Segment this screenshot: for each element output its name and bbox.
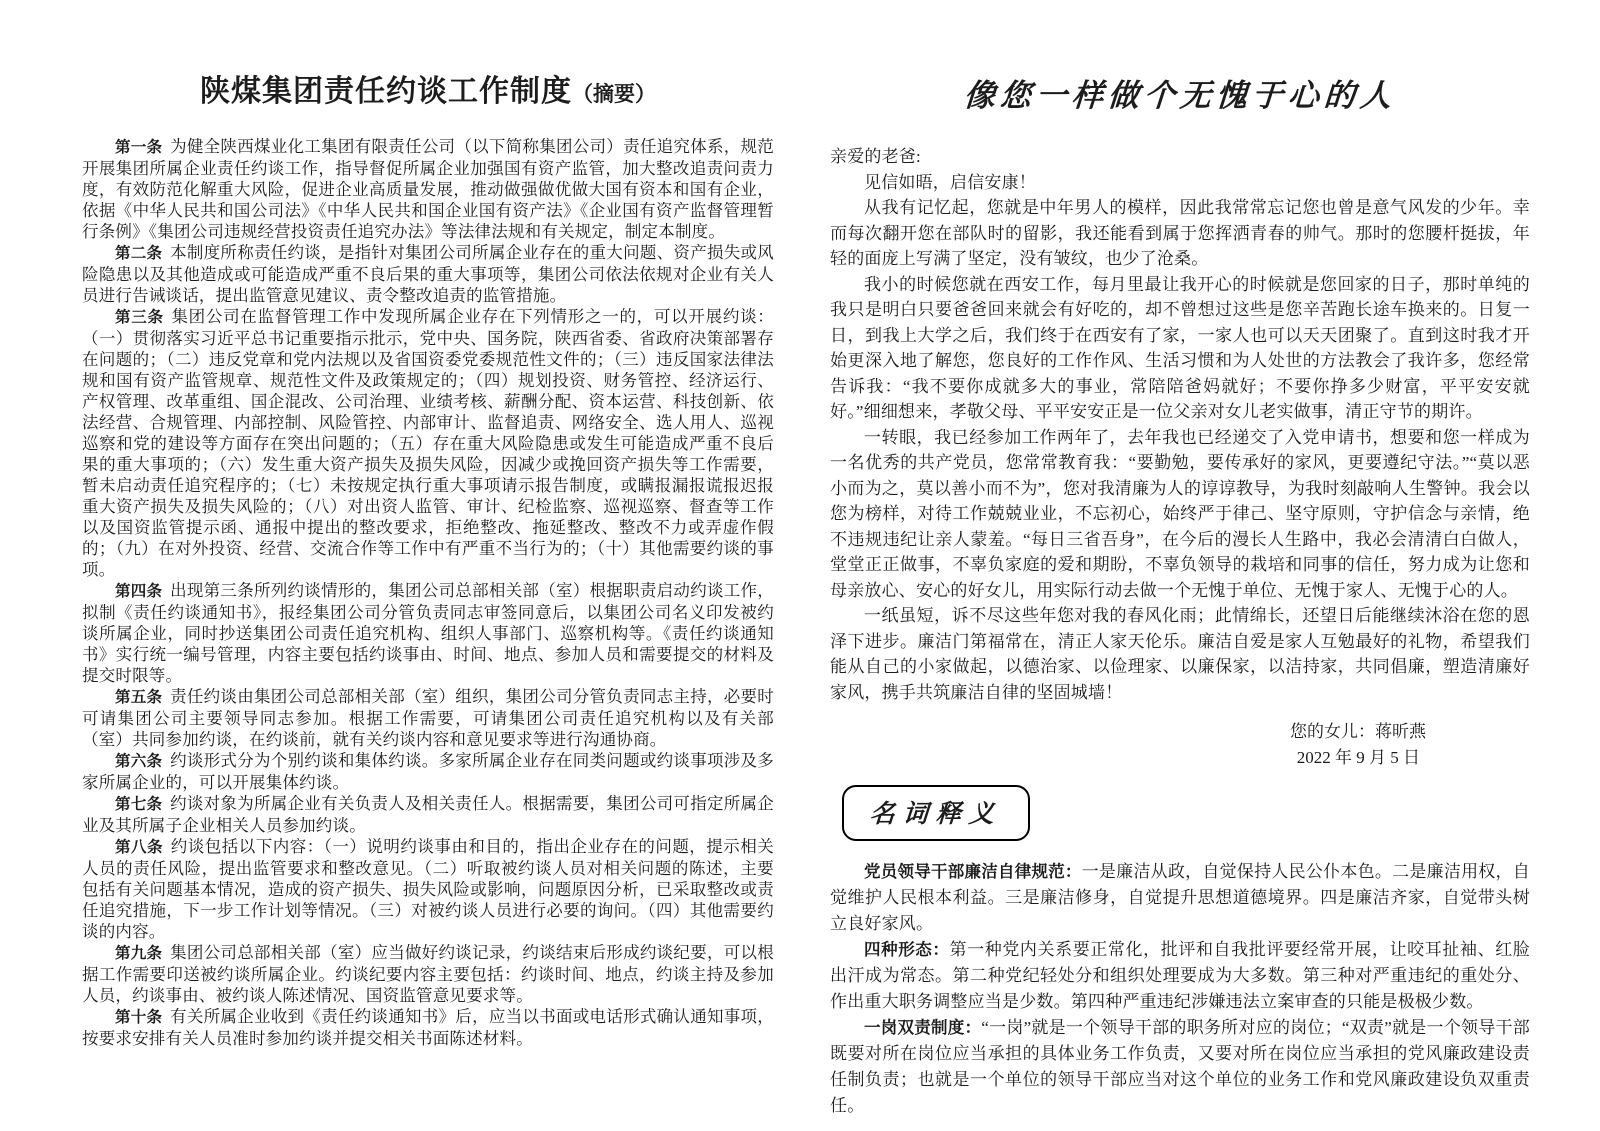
glossary-entry-1 (830, 859, 1530, 937)
letter-salutation: 亲爱的老爸: (830, 147, 921, 166)
letter-paragraph-1: 见信如晤，启信安康！ (864, 172, 1036, 192)
glossary-box (842, 785, 1030, 841)
article-8 (82, 836, 774, 942)
article-10 (82, 1006, 774, 1049)
article-9-text: 集团公司总部相关部（室）应当做好约谈记录，约谈结束后形成约谈纪要，可以根据工作需要印送被约谈所属企业。约谈纪要内容主要包括：约谈时间、地点，约谈主持及参加人员，约谈事由、被约谈人陈述情况、国资监管意见要求等。 (82, 943, 774, 1005)
article-5-lead: 第五条 (115, 689, 163, 706)
glossary-entry-2-definition: 第一种党内关系要正常化，批评和自我批评要经常开展，让咬耳扯袖、红脸出汗成为常态。第二种党纪轻处分和组织处理要成为大多数。第三种对严重违纪的重处分、作出重大职务调整应当是少数。第四种严重违纪涉嫌违法立案审查的只能是极极少数。 (830, 940, 1530, 1011)
article-7-text: 约谈对象为所属企业有关负责人及相关责任人。根据需要，集团公司可指定所属企业及其所属子企业相关人员参加约谈。 (82, 794, 774, 835)
article-5-text: 责任约谈由集团公司总部相关部（室）组织，集团公司分管负责同志主持，必要时可请集团公司主要领导同志参加。根据工作需要，可请集团公司责任追究机构以及有关部（室）共同参加约谈，在约谈前，就有关约谈内容和意见要求等进行沟通协商。 (82, 687, 774, 749)
glossary-entry-2 (830, 937, 1530, 1015)
article-1-lead: 第一条 (115, 139, 163, 156)
article-6 (82, 750, 774, 793)
letter-paragraph-5: 一纸虽短，诉不尽这些年您对我的春风化雨；此情绵长，还望日后能继续沐浴在您的恩泽下进步。廉洁门第福常在，清正人家天伦乐。廉洁自爱是家人互勉最好的礼物，希望我们能从自己的小家做起，以德治家、以俭理家、以廉保家，以洁持家，共同倡廉，塑造清廉好家风，携手共筑廉洁自律的坚固城墙！ (830, 606, 1530, 702)
glossary-box-label: 名词释义 (868, 801, 1003, 828)
article-4-text: 出现第三条所列约谈情形的，集团公司总部相关部（室）根据职责启动约谈工作，拟制《责任约谈通知书》，报经集团公司分管负责同志审签同意后，以集团公司名义印发被约谈所属企业，同时抄送集团公司责任追究机构、组织人事部门、巡察机构等。《责任约谈通知书》实行统一编号管理，内容主要包括约谈事由、时间、地点、参加人员和需要提交的材料及提交时限等。 (82, 581, 774, 685)
glossary-entry-3-definition: “一岗”就是一个领导干部的职务所对应的岗位；“双责”就是一个领导干部既要对所在岗位应当承担的具体业务工作负责，又要对所在岗位应当承担的党风廉政建设责任制负责；也就是一个单位的领导干部应当对这个单位的业务工作和党风廉政建设负双重责任。 (830, 1018, 1530, 1115)
glossary-entries (830, 859, 1530, 1119)
letter-paragraph-4: 一转眼，我已经参加工作两年了，去年我也已经递交了入党申请书，想要和您一样成为一名优秀的共产党员，您常常教育我：“要勤勉，要传承好的家风，更要遵纪守法。”“莫以恶小而为之，莫以善小而不为”，您对我清廉为人的谆谆教导，为我时刻敲响人生警钟。我会以您为榜样，对待工作兢兢业业，不忘初心，始终严于律己、坚守原则，守护信念与亲情，绝不违规违纪让亲人蒙羞。“每日三省吾身”，在今后的漫长人生路中，我必会清清白白做人，堂堂正正做事，不辜负家庭的爱和期盼，不辜负领导的栽培和同事的信任，努力成为让您和母亲放心、安心的好女儿，用实际行动去做一个无愧于单位、无愧于家人、无愧于心的人。 (830, 427, 1530, 600)
article-2 (82, 242, 774, 306)
article-5 (82, 686, 774, 750)
article-7-lead: 第七条 (115, 796, 163, 813)
page-title-left-main: 陕煤集团责任约谈工作制度 (200, 75, 572, 108)
article-3-lead: 第三条 (115, 309, 164, 326)
glossary-entry-1-term: 党员领导干部廉洁自律规范： (864, 863, 1082, 881)
article-3 (82, 306, 774, 580)
page-title-left (82, 72, 774, 114)
article-2-text: 本制度所称责任约谈，是指针对集团公司所属企业存在的重大问题、资产损失或风险隐患以及其他造成或可能造成严重不良后果的重大事项等，集团公司依法依规对企业有关人员进行告诫谈话，提出监管意见建议、责令整改追责的监管措施。 (82, 243, 774, 305)
article-8-lead: 第八条 (115, 839, 163, 856)
page-left (82, 72, 774, 1049)
letter-date: 2022 年 9 月 5 日 (1296, 748, 1420, 767)
article-3-text: 集团公司在监督管理工作中发现所属企业存在下列情形之一的，可以开展约谈：（一）贯彻落实习近平总书记重要指示批示，党中央、国务院，陕西省委、省政府决策部署存在问题的；（二）违反党章和党内法规以及省国资委党委规范性文件的；（三）违反国家法律法规和国有资产监管规章、规范性文件及政策规定的；（四）规划投资、财务管控、经济运行、产权管理、改革重组、国企混改、公司治理、业绩考核、薪酬分配、资本运营、科技创新、依法经营、合规管理、内部控制、风险管控、内部审计、监督追责、网络安全、选人用人、巡视巡察和党的建设等方面存在突出问题的；（五）存在重大风险隐患或发生可能造成严重不良后果的重大事项的；（六）发生重大资产损失及损失风险，因减少或挽回资产损失等工作需要，暂未启动责任追究程序的；（七）未按规定执行重大事项请示报告制度，或瞒报漏报谎报迟报重大资产损失及损失风险的；（八）对出资人监管、审计、纪检监察、巡视巡察、督查等工作以及国资监管提示函、通报中提出的整改要求，拒绝整改、拖延整改、整改不力或弄虚作假的；（九）在对外投资、经营、交流合作等工作中有严重不当行为的；（十）其他需要约谈的事项。 (82, 307, 775, 579)
article-10-lead: 第十条 (115, 1009, 163, 1026)
article-7 (82, 793, 774, 836)
letter-signature: 您的女儿：蒋昕燕 (1290, 722, 1426, 741)
article-9-lead: 第九条 (115, 945, 163, 962)
glossary-entry-2-term: 四种形态： (864, 941, 950, 959)
article-9 (82, 942, 774, 1006)
page-title-right: 像您一样做个无愧于心的人 (962, 78, 1398, 113)
letter-paragraph-3: 我小的时候您就在西安工作，每月里最让我开心的时候就是您回家的日子，那时单纯的我只是明白只要爸爸回来就会有好吃的，却不曾想过这些是您辛苦跑长途车换来的。日复一日，到我上大学之后，我们终于在西安有了家，一家人也可以天天团聚了。直到这时我才开始更深入地了解您，您良好的工作作风、生活习惯和为人处世的方法教会了我许多，您经常告诉我：“我不要你成就多大的事业，常陪陪爸妈就好；不要你挣多少财富，平平安安就好。”细细想来，孝敬父母、平平安安正是一位父亲对女儿老实做事，清正守节的期许。 (830, 274, 1530, 421)
article-4 (82, 580, 774, 686)
article-2-lead: 第二条 (115, 245, 163, 262)
article-6-lead: 第六条 (115, 753, 163, 770)
page-right (830, 76, 1530, 1119)
page-title-left-suffix: （摘要） (572, 82, 656, 106)
article-10-text: 有关所属企业收到《责任约谈通知书》后，应当以书面或电话形式确认通知事项，按要求安排有关人员准时参加约谈并提交相关书面陈述材料。 (82, 1007, 774, 1048)
article-1-text: 为健全陕西煤业化工集团有限责任公司（以下简称集团公司）责任追究体系，规范开展集团所属企业责任约谈工作，指导督促所属企业加强国有资产监管，加大整改追责问责力度，有效防范化解重大风险，促进企业高质量发展，推动做强做优做大国有资本和国有企业，依据《中华人民共和国公司法》《中华人民共和国企业国有资产法》《企业国有资产监督管理暂行条例》《集团公司违规经营投资责任追究办法》等法律法规和有关规定，制定本制度。 (82, 137, 774, 241)
letter-paragraph-2: 从我有记忆起，您就是中年男人的模样，因此我常常忘记您也曾是意气风发的少年。幸而每次翻开您在部队时的留影，我还能看到属于您挥洒青春的帅气。那时的您腰杆挺拔，年轻的面庞上写满了坚定，没有皱纹，也少了沧桑。 (830, 198, 1530, 268)
glossary-entry-3-term: 一岗双责制度： (864, 1019, 982, 1037)
article-4-lead: 第四条 (115, 583, 163, 600)
article-8-text: 约谈包括以下内容：（一）说明约谈事由和目的，指出企业存在的问题，提示相关人员的责任风险，提出监管要求和整改意见。（二）听取被约谈人员对相关问题的陈述，主要包括有关问题基本情况，造成的资产损失、损失风险或影响，问题原因分析，已采取整改或责任追究措施，下一步工作计划等情况。（三）对被约谈人员进行必要的询问。（四）其他需要约谈的内容。 (82, 837, 774, 941)
article-6-text: 约谈形式分为个别约谈和集体约谈。多家所属企业存在同类问题或约谈事项涉及多家所属企业的，可以开展集体约谈。 (82, 751, 774, 792)
article-1 (82, 136, 774, 242)
glossary-entry-1-definition: 一是廉洁从政，自觉保持人民公仆本色。二是廉洁用权，自觉维护人民根本利益。三是廉洁修身，自觉提升思想道德境界。四是廉洁齐家，自觉带头树立良好家风。 (830, 862, 1530, 933)
glossary-entry-3 (830, 1015, 1530, 1119)
